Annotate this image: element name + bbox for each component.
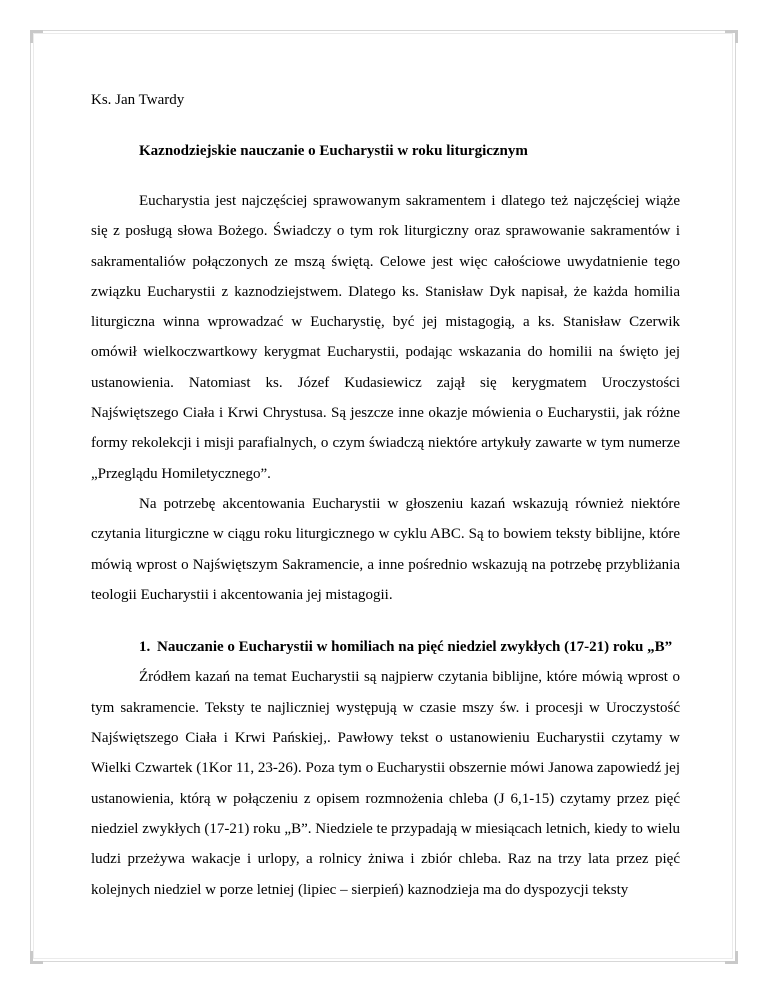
intro-paragraph-2: Na potrzebę akcentowania Eucharystii w głoszeniu kazań wskazują również niektóre czytania liturgiczne w ciągu roku liturgicznego w cyklu ABC. Są to bowiem teksty biblijne, które mówią wprost o Najświętszym Sakramencie, a inne pośrednio wskazują na potrzebę przybliżania teologii Eucharystii i akcentowania jej mistagogii. bbox=[91, 495, 680, 603]
section-1-paragraph: Źródłem kazań na temat Eucharystii są najpierw czytania biblijne, które mówią wprost o tym sakramencie. Teksty te najliczniej występują w czasie mszy św. i procesji w Uroczystość Najświętszego Ciała i Krwi Pańskiej,. Pawłowy tekst o ustanowieniu Eucharystii czytamy w Wielki Czwartek (1Kor 11, 23-26). Poza tym o Eucharystii obszernie mówi Janowa zapowiedź jej ustanowienia, którą w połączeniu z opisem rozmnożenia chleba (J 6,1-15) czytamy przez pięć niedziel zwykłych (17-21) roku „B”. Niedziele te przypadają w miesiącach letnich, kiedy to wielu ludzi przeżywa wakacje i urlopy, a rolnicy żniwa i zbiór chleba. Raz na trzy lata przez pięć kolejnych niedziel w porze letniej (lipiec – sierpień) kaznodzieja ma do dyspozycji teksty bbox=[91, 669, 680, 898]
corner-ornament-top-right bbox=[725, 30, 738, 43]
section-1-heading-text: Nauczanie o Eucharystii w homiliach na pięć niedziel zwykłych (17-21) roku „B” bbox=[157, 639, 673, 656]
document-title: Kaznodziejskie nauczanie o Eucharystii w roku liturgicznym bbox=[139, 143, 528, 159]
intro-paragraph-1: Eucharystia jest najczęściej sprawowanym sakramentem i dlatego też najczęściej wiąże się z posługą słowa Bożego. Świadczy o tym rok liturgiczny oraz sprawowanie sakramentów i sakramentaliów połączonych ze mszą świętą. Celowe jest więc całościowe uwydatnienie tego związku Eucharystii z kaznodziejstwem. Dlatego ks. Stanisław Dyk napisał, że każda homilia liturgiczna winna wprowadzać w Eucharystię, być jej mistagogią, a ks. Stanisław Czerwik omówił wielkoczwartkowy kerygmat Eucharystii, podając wskazania do homilii na święto jej ustanowienia. Natomiast ks. Józef Kudasiewicz zajął się kerygmatem Uroczystości Najświętszego Ciała i Krwi Chrystusa. Są jeszcze inne okazje mówienia o Eucharystii, jak różne formy rekolekcji i misji parafialnych, o czym świadczą niektóre artykuły zawarte w tym numerze „Przeglądu Homiletycznego”. bbox=[91, 193, 680, 482]
corner-ornament-top-left bbox=[30, 30, 43, 43]
section-1-heading bbox=[91, 632, 680, 662]
document-body bbox=[91, 85, 680, 905]
author-line: Ks. Jan Twardy bbox=[91, 92, 185, 108]
section-1-number: 1. bbox=[139, 639, 151, 656]
corner-ornament-bottom-left bbox=[30, 951, 43, 964]
corner-ornament-bottom-right bbox=[725, 951, 738, 964]
